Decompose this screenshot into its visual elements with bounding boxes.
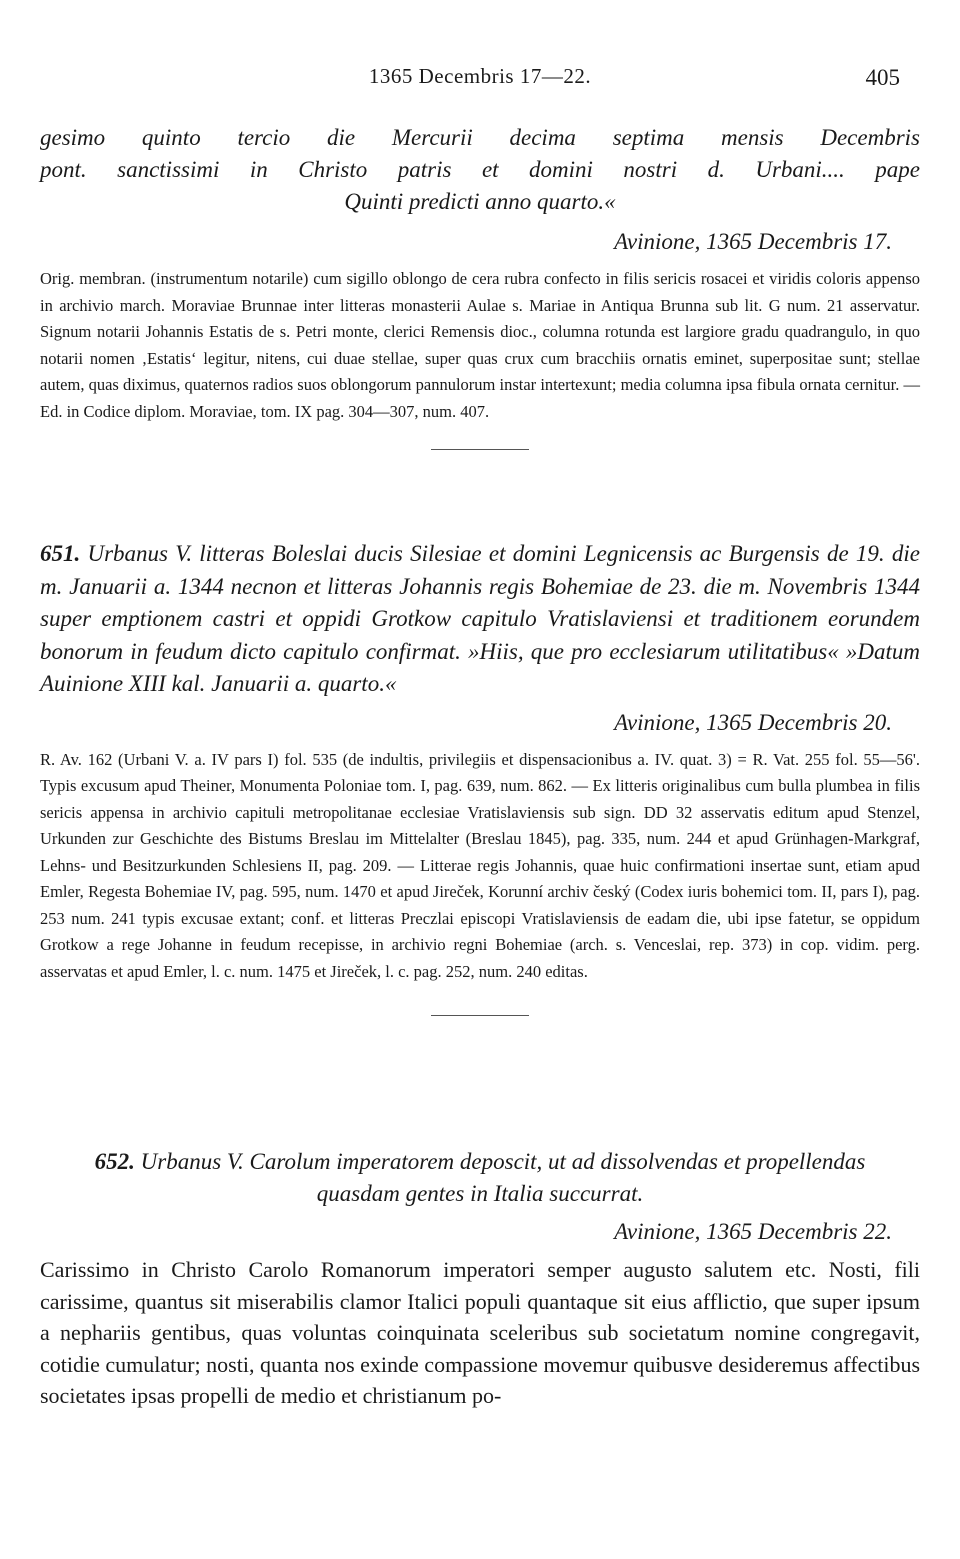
regest-text-652: Urbanus V. Carolum imperatorem deposcit, ut ad dissolvendas et propellendas quasdam gentes in Italia succurrat.	[140, 1149, 866, 1206]
continuation-note: Orig. membran. (instrumentum notarile) cum sigillo oblongo de cera rubra confecto in filis sericis rosacei et viridis coloris appenso in archivio march. Moraviae Brunnae inter litteras monasterii Aulae s. Mariae in Antiqua Brunna sub lit. G num. 21 asservatur. Signum notarii Johannis Estatis de s. Petri monte, clerici Remensis dioc., columna rotunda est largiore gradu quadrangulo, in quo notarii nomen ‚Estatis‘ legitur, nitens, cui duae stellae, super quas crux cum bracchiis ornatis eminet, superpositae sunt; stellae autem, quas diximus, quaternos radios suos oblongorum pannulorum instar intertexunt; media columna ipsa fibula ornata cernitur. — Ed. in Codice diplom. Moraviae, tom. IX pag. 304—307, num. 407.	[40, 269, 920, 421]
letter-text-652: Carissimo in Christo Carolo Romanorum imperatori semper augusto salutem etc. Nosti, fili carissime, quantus sit miserabilis clamor Italici populi quantaque sit eius afflictio, que super ipsum a nephariis gentibus, quas voluntas coinquinata sceleribus sub societatum nomine congregavit, cotidie cumulatur; nosti, quanta nos exinde compassione movemur quibusve desideremus affectibus societates ipsas propelli de medio et christianum po-	[40, 1257, 920, 1408]
note-651: R. Av. 162 (Urbani V. a. IV pars I) fol. 535 (de indultis, privilegiis et dispensacionibus a. IV. quat. 3) = R. Vat. 255 fol. 55—56'. Typis excusum apud Theiner, Monumenta Poloniae tom. I, pag. 639, num. 862. — Ex litteris originalibus cum bulla plumbea in filis sericis appensa in archivio capituli metropolitanae ecclesiae Vratislaviensis sub sign. DD 32 asservatis editum apud Stenzel, Urkunden zur Geschichte des Bistums Breslau im Mittelalter (Breslau 1845), pag. 335, num. 244 et apud Grünhagen-Markgraf, Lehns- und Besitzurkunden Schlesiens II, pag. 209. — Litterae regis Johannis, quae huic confirmationi insertae sunt, etiam apud Emler, Regesta Bohemiae IV, pag. 595, num. 1470 et apud Jireček, Korunní archiv český (Codex iuris bohemici tom. II, pars I), pag. 253 num. 241 typis excusae extant; conf. et litteras Preczlai episcopi Vratislaviensis de eadam die, ubi ipse fatetur, se oppidum Grotkow a rege Johanne in feudum recepisse, in archivio regni Bohemiae (arch. s. Venceslai, rep. 373) in cop. vidim. perg. asservatas et apud Emler, l. c. num. 1475 et Jireček, l. c. pag. 252, num. 240 editas.	[40, 749, 920, 981]
separator-rule	[431, 449, 529, 450]
regest-text-651: Urbanus V. litteras Boleslai ducis Silesiae et domini Legnicensis ac Burgensis de 19. die m. Januarii a. 1344 necnon et litteras Johannis regis Bohemiae de 23. die m. Novembris 1344 super emptionem castri et oppidi Grotkow capitulo Vratislaviensi et traditionem eorundem bonorum in feudum dicto capitulo confirmat. »Hiis, que pro ecclesiarum utilitatibus« »Datum Auinione XIII kal. Januarii a. quarto.«	[40, 541, 920, 696]
regest-651	[40, 538, 920, 701]
continuation-block	[40, 122, 920, 450]
page-number: 405	[865, 65, 900, 90]
continuation-text-line: gesimo quinto tercio die Mercurii decima septima mensis Decembris	[40, 125, 920, 150]
document-652	[40, 1146, 920, 1412]
page-header	[40, 64, 920, 94]
dating-651: Avinione, 1365 Decembris 20.	[614, 709, 892, 735]
regest-652	[40, 1146, 920, 1210]
document-651	[40, 538, 920, 1016]
document-number-652: 652.	[94, 1149, 135, 1174]
continuation-text-end: Quinti predicti anno quarto.«	[344, 189, 616, 214]
separator-rule	[431, 1015, 529, 1016]
document-number-651: 651.	[40, 541, 81, 566]
continuation-dating: Avinione, 1365 Decembris 17.	[614, 229, 892, 254]
continuation-text-line: pont. sanctissimi in Christo patris et domini nostri d. Urbani.... pape	[40, 157, 920, 182]
running-head: 1365 Decembris 17—22.	[368, 64, 592, 88]
dating-652: Avinione, 1365 Decembris 22.	[614, 1219, 892, 1244]
